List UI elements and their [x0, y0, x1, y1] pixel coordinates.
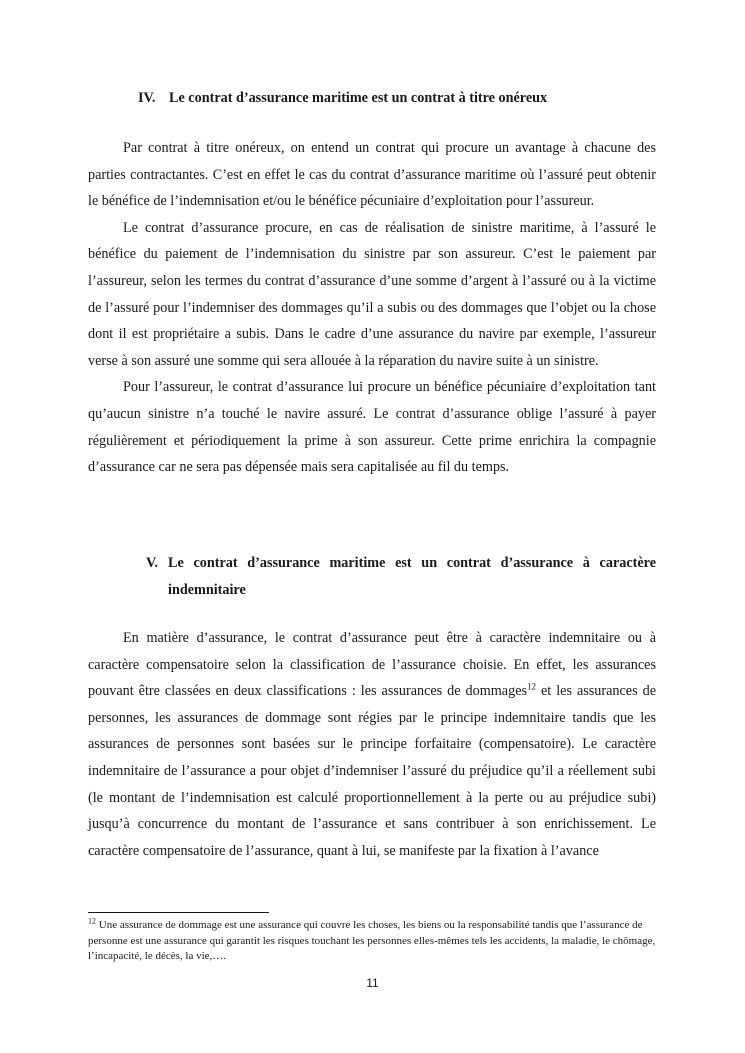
paragraph — [88, 625, 656, 864]
section-heading-v — [146, 550, 656, 603]
footnote — [88, 918, 656, 965]
section-title: Le contrat d’assurance maritime est un contrat d’assurance à caractère indemnitaire — [168, 555, 656, 598]
section-heading-iv — [138, 85, 658, 112]
section-number: IV. — [138, 90, 156, 106]
footnote-text: Une assurance de dommage est une assurance qui couvre les choses, les biens ou la responsabilité tandis que l’assurance de personne est une assurance qui garantit les risques touchant les personnes elles-mêmes tels les accidents, la maladie, le chômage, l’incapacité, le décès, la vie,…. — [88, 919, 656, 962]
paragraph-text: et les assurances de personnes, les assurances de dommage sont régies par le principe indemnitaire tandis que les assurances de personnes sont basées sur le principe forfaitaire (compensatoire). Le caractère indemnitaire de l’assurance a pour objet d’indemniser l’assuré du préjudice qu’il a réellement subi (le montant de l’indemnisation est calculé proportionnellement à la perte ou au préjudice subi) jusqu’à concurrence du montant de l’assurance et sans contribuer à son enrichissement. Le caractère compensatoire de l’assurance, quant à lui, se manifeste par la fixation à l’avance — [88, 683, 657, 859]
section-number: V. — [146, 555, 158, 571]
footnote-reference[interactable]: 12 — [527, 681, 537, 692]
paragraph-text: En matière d’assurance, le contrat d’assurance peut être à caractère indemnitaire ou à caractère compensatoire selon la classification de l’assurance choisie. En effet, les assurances pouvant être classées en deux classifications : les assurances de dommages — [88, 630, 656, 700]
paragraph: Par contrat à titre onéreux, on entend un contrat qui procure un avantage à chacune des parties contractantes. C’est en effet le cas du contrat d’assurance maritime où l’assuré peut obtenir le bénéfice de l’indemnisation et/ou le bénéfice pécuniaire d’exploitation pour l’assureur. — [88, 140, 656, 210]
paragraph: Le contrat d’assurance procure, en cas de réalisation de sinistre maritime, à l’assuré le bénéfice du paiement de l’indemnisation du sinistre par son assureur. C’est le paiement par l’assureur, selon les termes du contrat d’assurance d’une somme d’argent à l’assuré ou à la victime de l’assuré pour l’indemniser des dommages qu’il a subis ou des dommages que l’objet ou la chose dont il est propriétaire a subis. Dans le cadre d’une assurance du navire par exemple, l’assureur verse à son assuré une somme qui sera allouée à la réparation du navire suite à un sinistre. — [88, 219, 656, 369]
section-iv-body — [88, 135, 656, 481]
footnote-mark: 12 — [88, 916, 96, 926]
footnote-separator — [88, 912, 269, 913]
section-v-body — [88, 625, 656, 864]
paragraph: Pour l’assureur, le contrat d’assurance lui procure un bénéfice pécuniaire d’exploitation tant qu’aucun sinistre n’a touché le navire assuré. Le contrat d’assurance oblige l’assuré à payer régulièrement et périodiquement la prime à son assureur. Cette prime enrichira la compagnie d’assurance car ne sera pas dépensée mais sera capitalisée au fil du temps. — [88, 379, 656, 476]
page-number: 11 — [366, 976, 379, 990]
section-title: Le contrat d’assurance maritime est un contrat à titre onéreux — [169, 90, 548, 106]
